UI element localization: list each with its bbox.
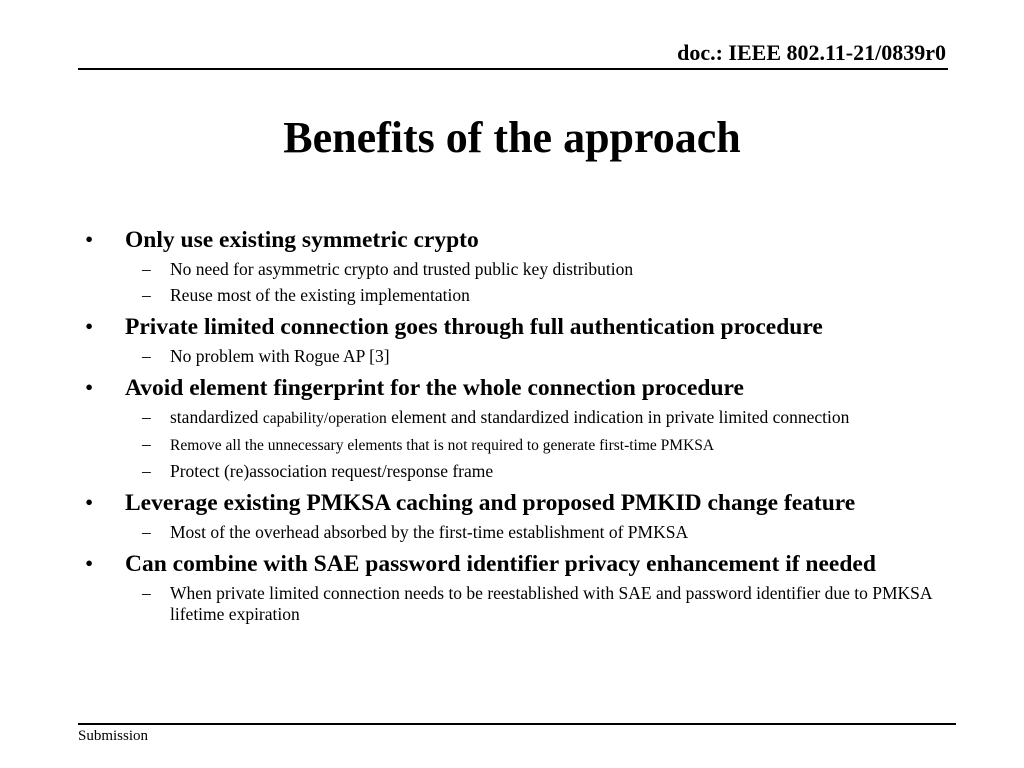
sub-bullet-item (82, 434, 942, 456)
sub-bullet-text: Most of the overhead absorbed by the first-time establishment of PMKSA (170, 522, 689, 542)
bullet-item (82, 550, 942, 578)
bullet-item (82, 489, 942, 517)
sub-bullet-item (82, 285, 942, 306)
sub-bullet-item (82, 583, 942, 625)
footer-submission: Submission (78, 728, 149, 744)
sub-bullet-text: When private limited connection needs to be reestablished with SAE and password identifier due to PMKSA lifetime expiration (170, 583, 932, 624)
sub-bullet-text: Remove all the unnecessary elements that is not required to generate first-time PMKSA (170, 437, 715, 454)
bullet-mark: • (85, 490, 94, 516)
bullet-item (82, 374, 942, 402)
bullet-item (82, 226, 942, 254)
bullet-mark: • (85, 227, 94, 253)
sub-bullet-text: No need for asymmetric crypto and trusted public key distribution (170, 259, 634, 279)
header-rule (78, 68, 948, 70)
dash-mark: – (142, 522, 151, 542)
bullet-text: Can combine with SAE password identifier privacy enhancement if needed (125, 551, 876, 577)
sub-bullet-text: Reuse most of the existing implementation (170, 285, 470, 305)
footer-rule (78, 723, 956, 725)
slide-title: Benefits of the approach (283, 113, 741, 162)
sub-bullet-text-start: standardized (170, 407, 263, 427)
sub-bullet-text: No problem with Rogue AP [3] (170, 346, 390, 366)
bullet-text: Private limited connection goes through full authentication procedure (125, 314, 823, 340)
bullet-mark: • (85, 314, 94, 340)
dash-mark: – (142, 461, 151, 481)
dash-mark: – (142, 285, 151, 305)
dash-mark: – (142, 583, 151, 603)
bullet-text: Leverage existing PMKSA caching and proposed PMKID change feature (125, 490, 856, 516)
sub-bullet-item (82, 407, 942, 429)
bullet-mark: • (85, 551, 94, 577)
bullet-mark: • (85, 375, 94, 401)
dash-mark: – (142, 346, 151, 366)
dash-mark: – (142, 434, 151, 454)
sub-bullet-item (82, 259, 942, 280)
dash-mark: – (142, 407, 151, 427)
sub-bullet-item (82, 346, 942, 367)
bullet-item (82, 313, 942, 341)
sub-bullet-item (82, 461, 942, 482)
doc-id: doc.: IEEE 802.11-21/0839r0 (677, 40, 946, 65)
sub-bullet-text-end: element and standardized indication in private limited connection (386, 407, 850, 427)
bullet-list (82, 226, 942, 625)
sub-bullet-item (82, 522, 942, 543)
sub-bullet-text-small: capability/operation (262, 410, 387, 427)
bullet-text: Only use existing symmetric crypto (125, 227, 479, 253)
sub-bullet-text (170, 407, 849, 427)
dash-mark: – (142, 259, 151, 279)
sub-bullet-text: Protect (re)association request/response frame (170, 461, 494, 481)
bullet-text: Avoid element fingerprint for the whole connection procedure (125, 375, 744, 401)
